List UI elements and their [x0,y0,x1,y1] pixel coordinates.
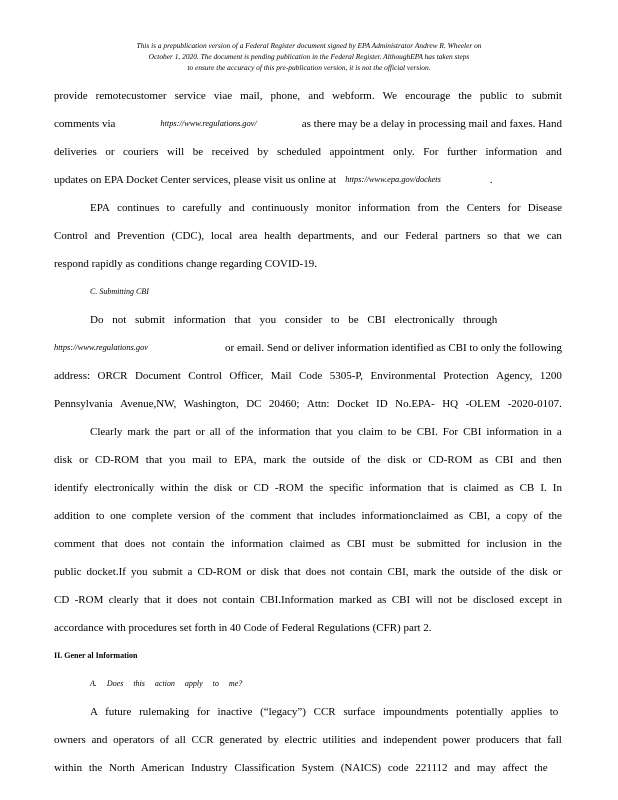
word: received [211,146,249,158]
word: couriers [123,146,159,158]
word: Control [54,230,88,242]
word: only. [393,146,415,158]
word: that [296,510,314,522]
word: for [507,202,521,214]
regulations-gov-link[interactable]: https://www.regulations.gov [54,343,148,352]
word: fall [547,734,562,746]
word: Avenue,NW, [120,398,177,410]
word: CBI [463,426,482,438]
word: can [546,230,562,242]
body-line [54,534,562,562]
body-line: respond rapidly as conditions change regarding COVID-19. [54,258,318,270]
text-segment: or email. Send or deliver information identified as CBI to only the following [225,342,562,354]
word: health [264,230,292,242]
word: power [442,734,471,746]
word: CBI.Information [259,594,334,606]
word: provide [54,90,88,102]
word: electric [284,734,317,746]
word: for [466,538,480,550]
word: scheduled [276,146,321,158]
word: outside [312,454,345,466]
word: Prevention [117,230,165,242]
word: from [417,202,439,214]
word: Control [188,370,222,382]
body-line: A future rulemaking for inactive (“legacy”) CCR surface impoundments potentially applies to [90,706,559,718]
word: does [305,566,326,578]
word: information [258,426,311,438]
word: or [105,146,115,158]
word: disk [387,454,406,466]
word: CCR [191,734,214,746]
body-line [54,506,562,534]
word: claimed [463,482,499,494]
word: part [173,426,191,438]
word: of [159,734,170,746]
word: comment [250,510,292,522]
body-line [54,86,562,114]
word: or [238,482,248,494]
word: contain [222,594,255,606]
word: mark [263,454,286,466]
word: will [415,594,433,606]
word: not [330,566,345,578]
word: further [447,146,477,158]
word: the [458,90,472,102]
subsection-heading-a: A. Does this action apply to me? [90,679,243,688]
word: Washington, [183,398,239,410]
word: the [446,202,460,214]
word: does [177,594,198,606]
word: deliveries [54,146,97,158]
word: CBI [495,454,514,466]
word: as [331,538,341,550]
word: continuously [251,202,309,214]
word: service [174,90,206,102]
word: mail [192,454,212,466]
word: contain [350,566,383,578]
text-segment: . [489,174,493,186]
body-line [54,198,562,226]
word: in [543,426,552,438]
word: and [228,202,245,214]
body-line [54,394,562,422]
word: operators [113,734,155,746]
word: public [479,90,508,102]
word: the [548,538,562,550]
word: all [209,426,221,438]
word: Attn: [306,398,330,410]
body-line [54,114,562,142]
word: phone, [270,90,301,102]
word: CBI, [468,510,490,522]
word: Officer, [229,370,264,382]
word: one [110,510,127,522]
word: the [155,426,169,438]
word: CD-ROM [197,566,242,578]
word: (CDC), [171,230,205,242]
word: partners [444,230,481,242]
word: Disease [527,202,562,214]
word: complete [131,510,173,522]
word: utilities [322,734,356,746]
word: the [230,510,245,522]
word: of [496,566,506,578]
word: to [515,90,524,102]
body-line [54,590,562,618]
word: we [526,230,540,242]
word: carefully [182,202,222,214]
word: For [423,146,439,158]
word: -ROM [74,594,104,606]
word: Environmental [370,370,436,382]
word: includes [319,510,356,522]
word: addition [54,510,91,522]
word: a [556,426,562,438]
body-line: within the North American Industry Classification System (NAICS) code 221112 and may affect the [54,762,548,774]
text-segment: as there may be a delay in processing mail and faxes. Hand [301,118,562,130]
word: not [202,594,217,606]
word: and [520,454,537,466]
word: 1200 [539,370,562,382]
word: webform. [332,90,375,102]
word: that [315,426,332,438]
word: in [533,538,542,550]
word: as [479,454,489,466]
word: or [195,426,205,438]
word: appointment [329,146,385,158]
word: that [284,566,301,578]
word: and [361,734,378,746]
body-line [54,422,562,450]
word: to [95,510,105,522]
word: Agency, [496,370,533,382]
word: encourage [405,90,451,102]
word: continues [117,202,160,214]
word: mark [127,426,150,438]
word: ORCR [97,370,128,382]
word: to [387,426,397,438]
word: clearly [108,594,139,606]
word: CBI. [416,426,438,438]
section-heading-ii: II. Gener al Information [54,651,138,660]
word: be [401,426,412,438]
word: or [246,566,256,578]
text-segment: updates on EPA Docket Center services, please visit us online at [54,174,337,186]
word: of [225,426,235,438]
word: by [267,734,279,746]
word: and [361,230,378,242]
word: submitted [416,538,461,550]
word: comment [54,538,95,550]
word: Pennsylvania [54,398,113,410]
word: does [124,538,145,550]
word: ID [376,398,388,410]
document-body [54,86,562,786]
word: the [367,454,381,466]
word: all [174,734,186,746]
word: it [165,594,172,606]
word: the [194,482,208,494]
word: claim [358,426,383,438]
word: submit [532,90,562,102]
word: to [166,202,176,214]
word: the [441,566,455,578]
word: disk [260,566,280,578]
word: that [503,230,521,242]
word: generated [219,734,263,746]
word: you [131,566,148,578]
body-line [54,478,562,506]
word: disk [54,454,73,466]
body-line [54,338,562,366]
word: and [94,230,111,242]
word: be [399,538,411,550]
word: submit [152,566,183,578]
word: as [453,510,464,522]
word: a [187,566,193,578]
word: the [292,454,306,466]
body-line: Do not submit information that you consider to be CBI electronically through [90,314,498,326]
word: HQ [442,398,459,410]
word: you [169,454,186,466]
word: Centers [466,202,501,214]
word: as [504,482,514,494]
word: copy [506,510,528,522]
word: except [519,594,549,606]
word: mark [413,566,437,578]
word: remotecustomer [95,90,167,102]
word: the [211,538,225,550]
word: and [308,90,325,102]
body-line [54,170,562,198]
word: identify [54,482,89,494]
word: information [485,146,538,158]
word: and [91,734,108,746]
word: must [371,538,394,550]
word: or [412,454,422,466]
notice-line-2: October 1, 2020. The document is pending publication in the Federal Register. AlthoughEPA has taken steps [148,52,470,61]
word: CD-ROM [95,454,140,466]
word: our [383,230,399,242]
word: Code [299,370,323,382]
word: specific [329,482,364,494]
word: claimed [289,538,325,550]
subsection-heading-c: C. Submitting CBI [90,287,149,296]
word: not [151,538,166,550]
notice-line-1: This is a prepublication version of a Federal Register document signed by EPA Administrator Andrew R. Wheeler on [136,41,482,50]
word: the [309,482,324,494]
prepublication-notice [54,40,564,73]
word: disk [213,482,233,494]
regulations-gov-link[interactable]: https://www.regulations.gov/ [160,119,257,128]
word: as [377,594,387,606]
text-segment: comments via [54,118,116,130]
word: disclosed [473,594,515,606]
word: outside [459,566,492,578]
word: independent [383,734,437,746]
notice-line-3: to ensure the accuracy of this pre-publication version, it is not the official version. [187,63,431,72]
word: that [145,454,163,466]
word: inclusion [486,538,527,550]
word: 5305-P, [329,370,364,382]
word: that [427,482,444,494]
epa-dockets-link[interactable]: https://www.epa.gov/dockets [345,175,441,184]
word: docket.If [86,566,126,578]
word: Document [134,370,181,382]
word: that [524,734,542,746]
word: For [442,426,459,438]
word: to [218,454,228,466]
word: address: [54,370,91,382]
word: that [143,594,161,606]
word: local [210,230,233,242]
word: and [545,146,562,158]
word: or [79,454,89,466]
word: marked [338,594,372,606]
word: not [437,594,452,606]
word: monitor [316,202,351,214]
word: by [257,146,269,158]
word: CB [519,482,535,494]
word: be [192,146,204,158]
word: -OLEM [465,398,501,410]
word: version [177,510,211,522]
word: No.EPA- [395,398,435,410]
word: the [510,566,525,578]
word: Protection [443,370,489,382]
word: 20460; [268,398,300,410]
word: EPA [90,202,110,214]
word: CD-ROM [428,454,473,466]
word: of [533,510,543,522]
body-line [54,562,562,590]
word: in [553,594,562,606]
word: information [358,202,411,214]
word: you [336,426,354,438]
word: EPA, [233,454,257,466]
word: so [487,230,497,242]
word: producers [475,734,520,746]
word: disk [529,566,548,578]
word: CD [253,482,269,494]
word: area [239,230,258,242]
word: Docket [336,398,369,410]
word: Federal [405,230,439,242]
word: informationclaimed [361,510,449,522]
word: information [231,538,284,550]
body-line [54,450,562,478]
word: is [450,482,458,494]
word: a [495,510,501,522]
word: contain [172,538,205,550]
word: information [486,426,539,438]
word: CD [54,594,70,606]
word: owners [54,734,86,746]
word: of [351,454,361,466]
word: then [542,454,562,466]
word: Mail [270,370,292,382]
word: CBI [391,594,411,606]
word: CBI [346,538,366,550]
word: the [239,426,254,438]
word: or [552,566,562,578]
word: -ROM [274,482,304,494]
word: electronically [94,482,155,494]
word: We [382,90,398,102]
word: within [160,482,189,494]
body-line: accordance with procedures set forth in 40 Code of Federal Regulations (CFR) part 2. [54,622,432,634]
word: viae [213,90,233,102]
word: In [552,482,562,494]
word: -2020-0107. [507,398,562,410]
word: public [54,566,82,578]
body-line [54,730,562,758]
word: departments, [297,230,355,242]
word: will [167,146,185,158]
word: that [101,538,119,550]
word: be [457,594,468,606]
word: the [548,510,562,522]
word: Clearly [90,426,123,438]
word: of [215,510,226,522]
word: CBI, [387,566,409,578]
body-line [54,226,562,254]
word: DC [246,398,262,410]
body-line [54,142,562,170]
word: I. [540,482,547,494]
body-line [54,366,562,394]
word: mail, [240,90,263,102]
word: information [369,482,422,494]
